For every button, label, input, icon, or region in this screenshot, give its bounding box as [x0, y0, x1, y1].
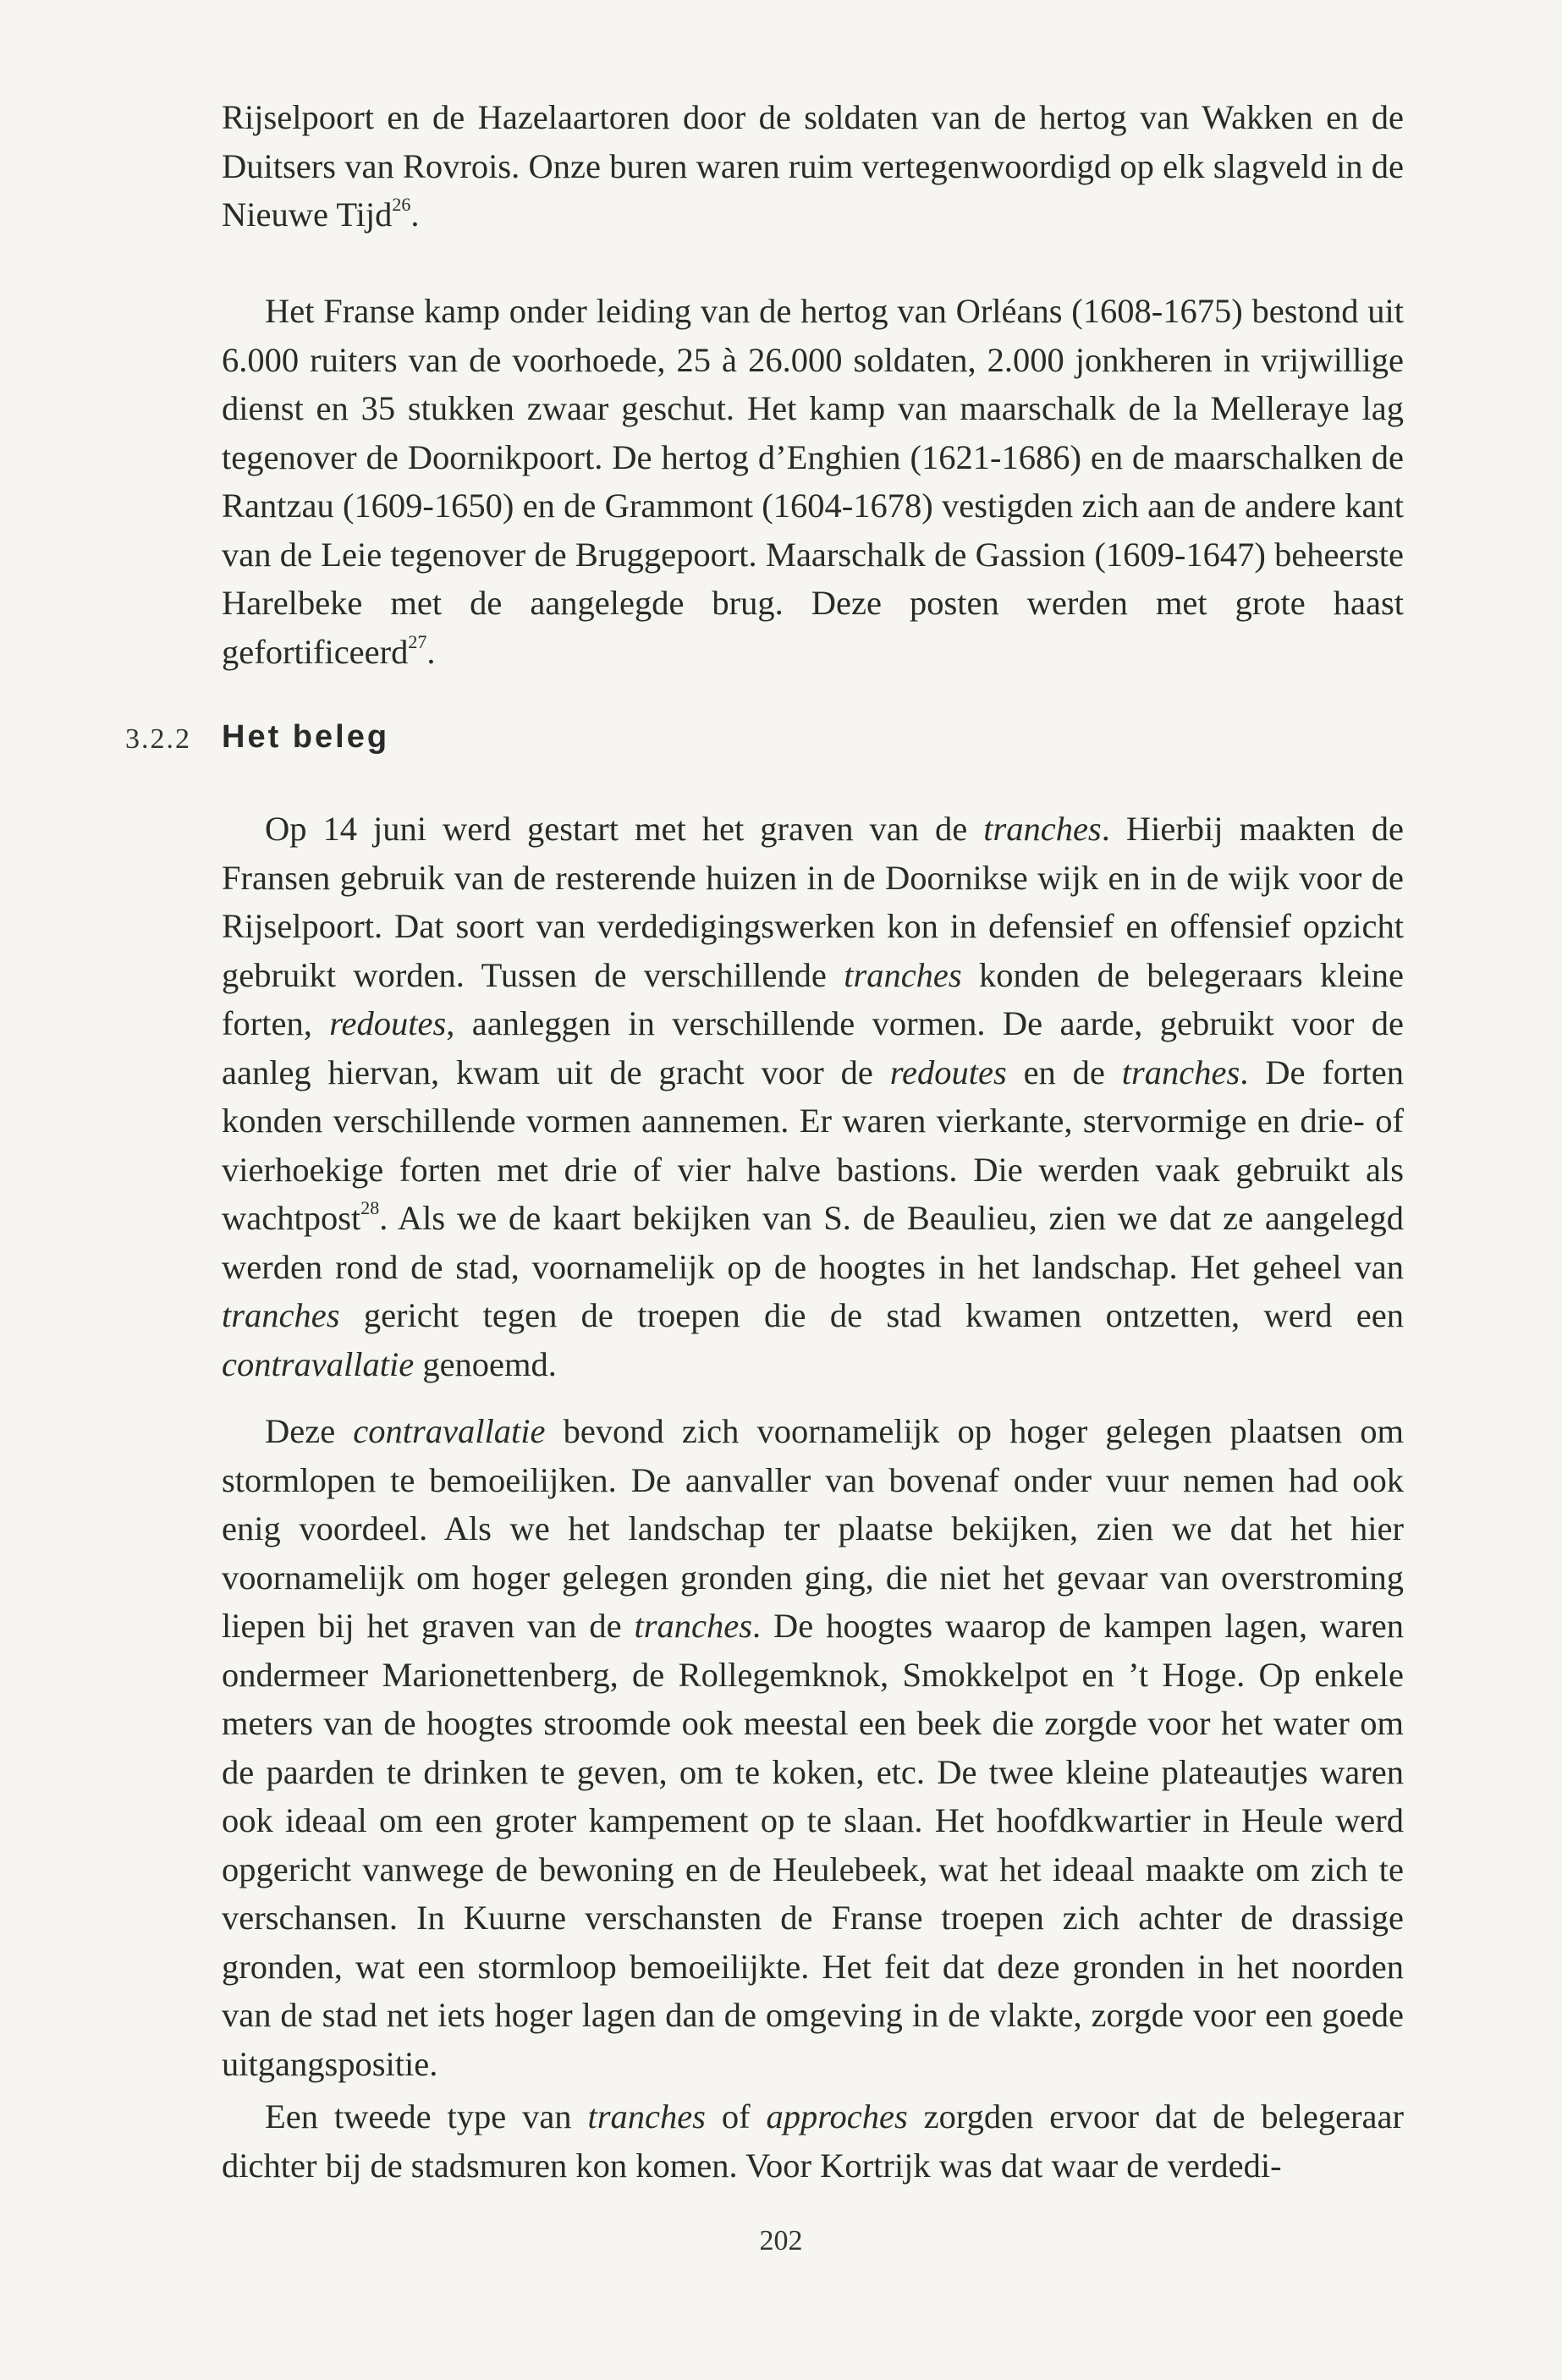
footnote-marker: 26 [392, 194, 411, 215]
text-run: . [410, 195, 420, 234]
italic-term: contravallatie [353, 1412, 546, 1450]
paragraph-tranches [222, 805, 1404, 1388]
italic-term: tranches [222, 1296, 340, 1334]
text-run: . De hoogtes waarop de kampen lagen, waren ondermeer Marionettenberg, de Rollegemknok, Smokkelpot en ’t Hoge. Op enkele meters van de hoogtes stroomde ook meestal een beek die zorgde voor het water om de paarden te drinken te geven, om te koken, etc. De twee kleine plateautjes waren ook ideaal om een groter kampement op te slaan. Het hoofdkwartier in Heule werd opgericht vanwege de bewoning en de Heulebeek, wat het ideaal maakte om zich te verschansen. In Kuurne verschansten de Franse troepen zich achter de drassige gronden, wat een stormloop bemoeilijkte. Het feit dat deze gronden in het noorden van de stad net iets hoger lagen dan de omgeving in de vlakte, zorgde voor een goede uitgangspositie. [222, 1607, 1404, 2083]
paragraph-1 [222, 93, 1404, 239]
paragraph-5 [222, 2092, 1404, 2190]
italic-term: tranches [587, 2097, 706, 2135]
text-run: of [705, 2097, 767, 2135]
text-run: Deze [265, 1412, 354, 1450]
page-number: 202 [759, 2225, 803, 2256]
text-run: Het Franse kamp onder leiding van de hertog van Orléans (1608-1675) bestond uit 6.000 ruiters van de voorhoede, 25 à 26.000 soldaten, 2.000 jonkheren in vrijwillige dienst en 35 stukken zwaar geschut. Het kamp van maarschalk de la Melleraye lag tegenover de Doornikpoort. De hertog d’Enghien (1621-1686) en de maarschalken de Rantzau (1609-1650) en de Grammont (1604-1678) vestigden zich aan de andere kant van de Leie tegenover de Bruggepoort. Maarschalk de Gassion (1609-1647) beheerste Harelbeke met de aangelegde brug. Deze posten werden met grote haast gefortificeerd [222, 292, 1404, 671]
footnote-marker: 27 [408, 630, 427, 652]
footnote-marker: 28 [360, 1197, 380, 1218]
italic-term: redoutes [889, 1053, 1007, 1091]
section-heading: Het beleg [222, 719, 390, 755]
text-run: bevond zich voornamelijk op hoger gelegen plaatsen om stormlopen te bemoeilijken. De aanvaller van bovenaf onder vuur nemen had ook enig voordeel. Als we het landschap ter plaatse bekijken, zien we dat het hier voornamelijk om hoger gelegen gronden ging, die niet het gevaar van overstroming liepen bij het graven van de [222, 1412, 1404, 1645]
text-run: en de [1006, 1053, 1122, 1091]
section-number: 3.2.2 [125, 723, 191, 755]
italic-term: tranches [983, 810, 1102, 848]
text-run: Een tweede type van [265, 2097, 588, 2135]
text-run: . [426, 632, 436, 671]
text-run: zorgden ervoor dat de belegeraar dichter bij de stadsmuren kon komen. Voor Kortrijk was dat waar de verdedi- [222, 2097, 1404, 2185]
text-run: gericht tegen de troepen die de stad kwamen ontzetten, werd een [339, 1296, 1404, 1334]
paragraph-approches [222, 2092, 1404, 2190]
italic-term: tranches [844, 955, 962, 994]
paragraph-rijselpoort [222, 93, 1404, 239]
italic-term: redoutes [329, 1004, 447, 1042]
text-run: Op 14 juni werd gestart met het graven van de [265, 810, 984, 848]
text-run: . Hierbij maakten de Fransen gebruik van de resterende huizen in de Doornikse wijk en in de wijk voor de Rijselpoort. Dat soort van verdedigingswerken kon in defensief en offensief opzicht gebruikt worden. Tussen de verschillende [222, 810, 1405, 994]
text-run: . De forten konden verschillende vormen aannemen. Er waren vierkante, stervormige en drie- of vierhoekige forten met drie of vier halve bastions. Die werden vaak gebruikt als wachtpost [222, 1053, 1405, 1237]
paragraph-contravallatie [222, 1407, 1404, 2088]
text-run: , aanleggen in verschillende vormen. De aarde, gebruikt voor de aanleg hiervan, kwam uit de gracht voor de [222, 1004, 1404, 1091]
paragraph-3 [222, 805, 1404, 1388]
italic-term: contravallatie [222, 1344, 415, 1383]
italic-term: approches [766, 2097, 908, 2135]
text-run: Rijselpoort en de Hazelaartoren door de soldaten van de hertog van Wakken en de Duitsers van Rovrois. Onze buren waren ruim vertegenwoordigd op elk slagveld in de Nieuwe Tijd [222, 98, 1404, 234]
italic-term: tranches [1121, 1053, 1240, 1091]
text-run: genoemd. [414, 1344, 557, 1383]
paragraph-4 [222, 1407, 1404, 2088]
text-run: konden de belegeraars kleine forten, [222, 955, 1404, 1042]
paragraph-franse-kamp [222, 287, 1404, 676]
italic-term: tranches [634, 1607, 752, 1645]
text-run: . Als we de kaart bekijken van S. de Beaulieu, zien we dat ze aangelegd werden rond de stad, voornamelijk op de hoogtes in het landschap. Het geheel van [222, 1199, 1404, 1286]
paragraph-2 [222, 287, 1404, 676]
